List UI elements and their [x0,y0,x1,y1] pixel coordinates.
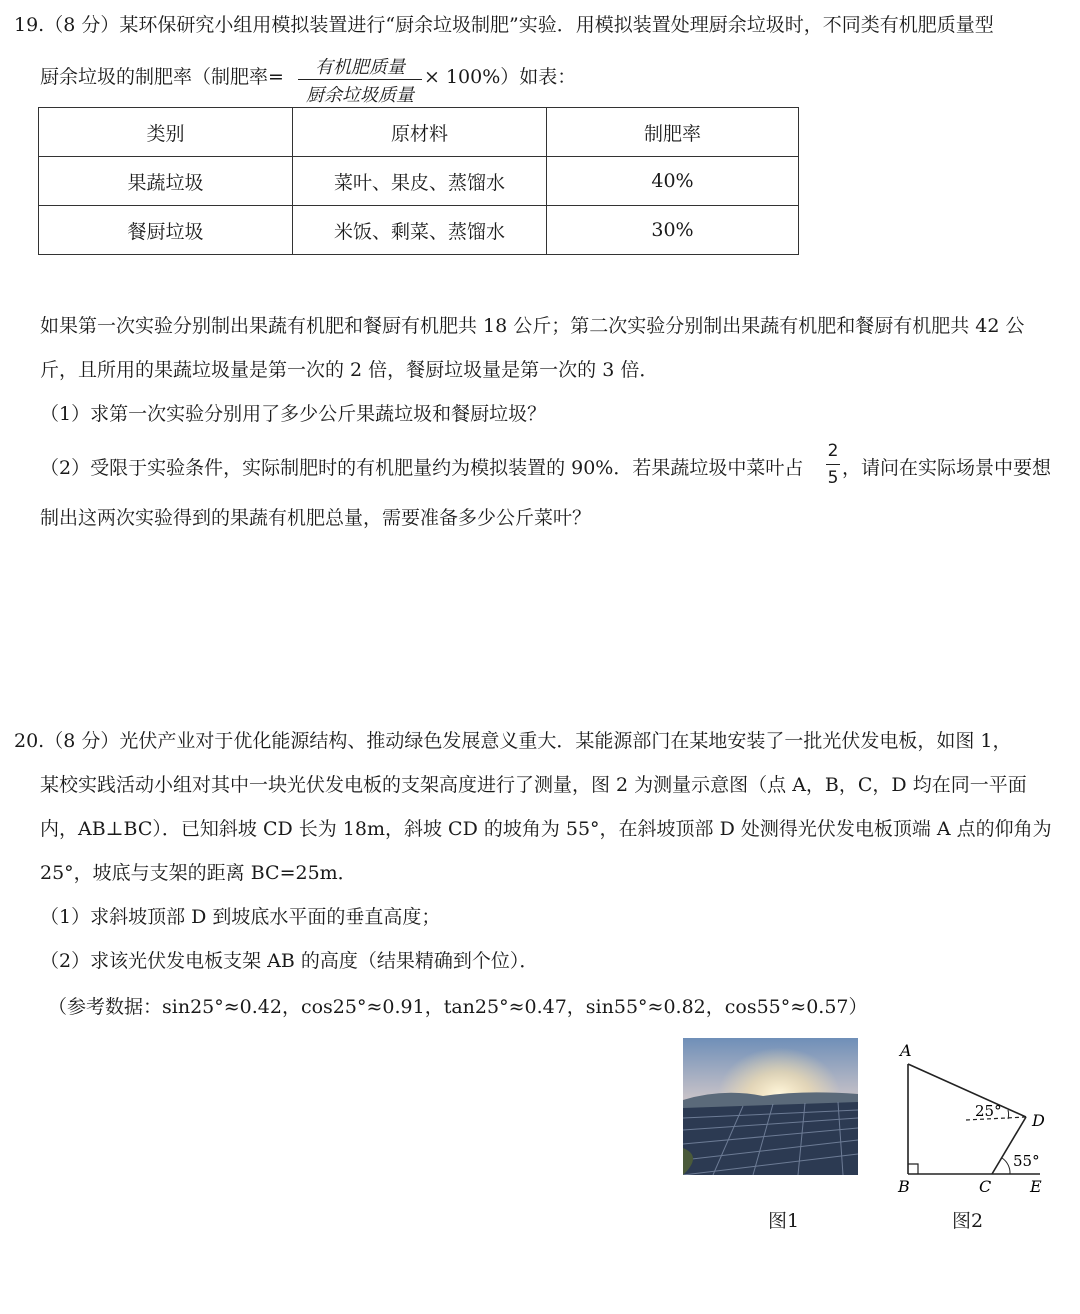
q19-subquestion-1: （1）求第一次实验分别用了多少公斤果蔬垃圾和餐厨垃圾？ [40,403,547,425]
table-cell: 果蔬垃圾 [39,157,293,206]
figure-1-caption: 图1 [768,1210,800,1232]
right-angle-mark [908,1164,918,1174]
table-cell: 30% [547,206,799,255]
solar-panel-illustration [683,1038,858,1175]
table-cell: 40% [547,157,799,206]
table-header-row [39,108,799,157]
label-d: D [1032,1111,1045,1130]
q19-subquestion-2-line2: 制出这两次实验得到的果蔬有机肥总量，需要准备多少公斤菜叶？ [40,507,592,529]
q20-subquestion-2: （2）求该光伏发电板支架 AB 的高度（结果精确到个位）． [40,950,539,972]
angle-label-55: 55° [1013,1152,1040,1170]
q20-stem-line1: 20.（8 分）光伏产业对于优化能源结构、推动绿色发展意义重大．某能源部门在某地安装了一批光伏发电板，如图 1， [14,730,1012,752]
table-cell: 米饭、剩菜、蒸馏水 [293,206,547,255]
q20-subquestion-1: （1）求斜坡顶部 D 到坡底水平面的垂直高度； [40,906,441,928]
q20-reference-data: （参考数据：sin25°≈0.42，cos25°≈0.91，tan25°≈0.47，sin55°≈0.82，cos55°≈0.57） [48,996,868,1018]
q20-stem-line4: 25°，坡底与支架的距离 BC=25m． [40,862,357,884]
q19-stem-line2-suffix: × 100%）如表： [424,66,577,88]
angle-arc-25 [1008,1110,1009,1119]
fraction-numerator: 有机肥质量 [315,57,405,78]
q19-paragraph-line1: 如果第一次实验分别制出果蔬有机肥和餐厨有机肥共 18 公斤；第二次实验分别制出果蔬有机肥和餐厨有机肥共 42 公 [40,315,1025,337]
label-b: B [898,1177,910,1196]
q20-stem-line2: 某校实践活动小组对其中一块光伏发电板的支架高度进行了测量，图 2 为测量示意图（点 A，B，C，D 均在同一平面 [40,774,1027,796]
angle-arc-55 [1002,1158,1010,1174]
table-cell: 餐厨垃圾 [39,206,293,255]
table-header-cell: 原材料 [293,108,547,157]
q20-stem-line3: 内，AB⊥BC）．已知斜坡 CD 长为 18m，斜坡 CD 的坡角为 55°，在斜坡顶部 D 处测得光伏发电板顶端 A 点的仰角为 [40,818,1052,840]
table-row [39,157,799,206]
solar-panel-photo [683,1038,858,1175]
table-row [39,206,799,255]
fraction-denominator: 厨余垃圾质量 [306,85,414,106]
fertilizer-rate-table [38,107,799,255]
angle-label-25: 25° [975,1102,1002,1120]
table-header-cell: 制肥率 [547,108,799,157]
q19-stem-line2-prefix: 厨余垃圾的制肥率（制肥率= [40,66,284,88]
small-fraction-denominator: 5 [827,468,839,488]
segment-ad [908,1064,1026,1117]
geometry-diagram [890,1040,1060,1200]
fraction-bar [298,79,422,80]
label-a: A [900,1041,912,1060]
q19-stem-line1: 19.（8 分）某环保研究小组用模拟装置进行“厨余垃圾制肥”实验．用模拟装置处理厨余垃圾时，不同类有机肥质量型 [14,14,994,36]
label-e: E [1030,1177,1042,1196]
table-header-cell: 类别 [39,108,293,157]
label-c: C [979,1177,992,1196]
q19-paragraph-line2: 斤，且所用的果蔬垃圾量是第一次的 2 倍，餐厨垃圾量是第一次的 3 倍． [40,359,659,381]
q19-subquestion-2-suffix: ，请问在实际场景中要想 [842,457,1052,479]
small-fraction-numerator: 2 [827,441,839,461]
figure-2-caption: 图2 [952,1210,984,1232]
small-fraction-bar [826,464,840,465]
table-cell: 菜叶、果皮、蒸馏水 [293,157,547,206]
q19-subquestion-2-prefix: （2）受限于实验条件，实际制肥时的有机肥量约为模拟装置的 90%．若果蔬垃圾中菜叶占 [40,457,804,479]
